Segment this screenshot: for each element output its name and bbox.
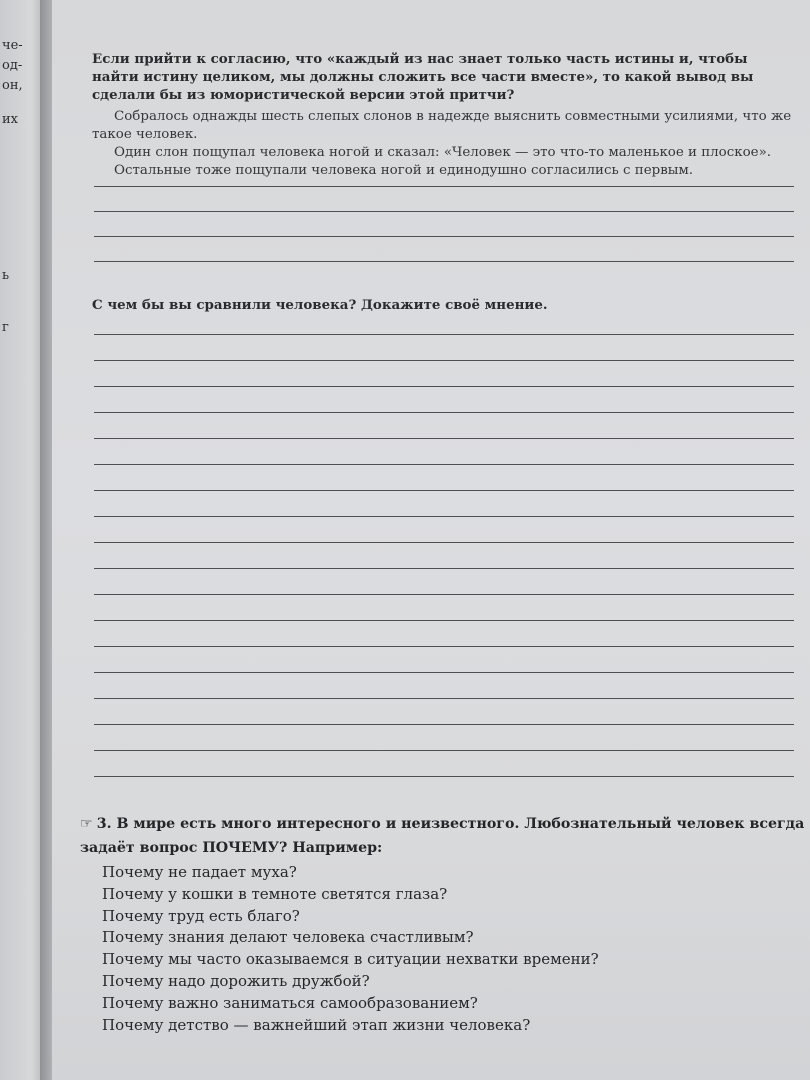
answer-line[interactable] [94, 490, 794, 491]
answer-line[interactable] [94, 386, 794, 387]
answer-line[interactable] [94, 236, 794, 237]
question-2: С чем бы вы сравнили человека? Докажите своё мнение. [92, 297, 548, 313]
adjacent-page-fragment: г [2, 320, 9, 335]
answer-line[interactable] [94, 672, 794, 673]
answer-line[interactable] [94, 568, 794, 569]
adjacent-page-edge [0, 0, 44, 1080]
answer-line[interactable] [94, 360, 794, 361]
parable-line: Собралось однажды шесть слепых слонов в надежде выяснить совместными усилиями, что же такое человек. [92, 109, 792, 142]
answer-line[interactable] [94, 542, 794, 543]
adjacent-page-fragment: он, [2, 78, 23, 93]
list-item: Почему важно заниматься самообразованием? [102, 993, 478, 1012]
workbook-page [52, 0, 810, 1080]
answer-line[interactable] [94, 698, 794, 699]
list-item: Почему мы часто оказываемся в ситуации нехватки времени? [102, 950, 599, 969]
answer-line[interactable] [94, 516, 794, 517]
list-item: Почему труд есть благо? [102, 906, 300, 925]
question-1: Если прийти к согласию, что «каждый из нас знает только часть истины и, чтобы найти истину целиком, мы должны сложить все части вместе», то какой вывод вы сделали бы из юмористической версии этой притчи? [92, 51, 754, 103]
list-item: Почему не падает муха? [102, 863, 297, 881]
adjacent-page-fragment: од- [2, 58, 23, 73]
answer-line[interactable] [94, 750, 794, 751]
adjacent-page-fragment: их [2, 112, 18, 127]
answer-line[interactable] [94, 412, 794, 413]
task-3-heading [80, 812, 810, 860]
answer-line[interactable] [94, 211, 794, 212]
answer-line[interactable] [94, 620, 794, 621]
list-item: Почему у кошки в темноте светятся глаза? [102, 884, 448, 903]
example-questions-list [102, 862, 599, 1036]
answer-line[interactable] [94, 261, 794, 262]
pointing-hand-icon: ☞ [80, 816, 93, 832]
list-item: Почему знания делают человека счастливым? [102, 928, 474, 947]
list-item: Почему детство — важнейший этап жизни человека? [102, 1015, 531, 1034]
answer-line[interactable] [94, 186, 794, 187]
adjacent-page-fragment: ь [2, 268, 10, 283]
answer-line[interactable] [94, 724, 794, 725]
adjacent-page-fragment: че- [2, 38, 23, 53]
parable-line: Остальные тоже пощупали человека ногой и единодушно согласились с первым. [114, 163, 694, 178]
answer-line[interactable] [94, 776, 794, 777]
answer-line[interactable] [94, 334, 794, 335]
task-3-text: 3. В мире есть много интересного и неизвестного. Любознательный человек всегда задаёт вопрос ПОЧЕМУ? Например: [80, 816, 805, 856]
answer-line[interactable] [94, 594, 794, 595]
list-item: Почему надо дорожить дружбой? [102, 971, 370, 990]
answer-line[interactable] [94, 438, 794, 439]
answer-line[interactable] [94, 464, 794, 465]
parable-line: Один слон пощупал человека ногой и сказал: «Человек — это что-то маленькое и плоское». [114, 145, 772, 160]
answer-line[interactable] [94, 646, 794, 647]
